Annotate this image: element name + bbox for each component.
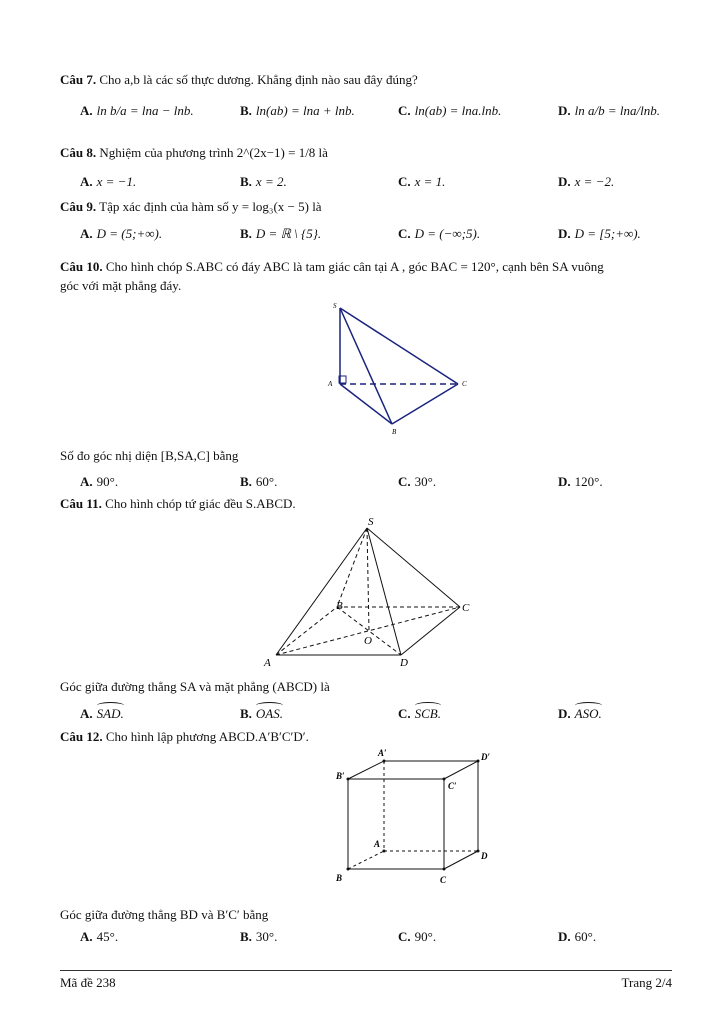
option-b: B. D = ℝ \ {5}. [240,226,322,241]
question-7 [60,70,675,89]
option-b: B. x = 2. [240,174,287,189]
option-d: D. ln a/b = lna/lnb. [558,103,660,118]
option-b: B. ln(ab) = lna + lnb. [240,103,355,118]
vertex-a-label: A [264,657,271,669]
question-label: Câu 7. [60,72,97,87]
vertex-b1-label: B′ [336,771,345,781]
vertex-a-label: A [374,839,381,849]
vertex-c-label: C [462,380,467,388]
option-d: D. x = −2. [558,174,615,189]
vertex-c-label: C [462,602,470,614]
question-12-ask [60,905,675,924]
question-text: Góc giữa đường thẳng SA và mặt phẳng (ABCD) là [60,679,330,694]
vertex-s-label: S [333,302,337,310]
question-9 [60,197,675,216]
vertex-d1-label: D′ [481,752,491,762]
vertex-s-label: S [368,516,374,528]
question-text: Cho hình lập phương ABCD.A′B′C′D′. [105,729,309,744]
option-a: A. SAD. [80,706,124,721]
question-text: Tập xác định của hàm số y = log₃(x − 5) là [99,199,322,214]
option-a: A. x = −1. [80,174,137,189]
vertex-d-label: D [481,851,488,861]
option-b: B. 30°. [240,929,278,944]
question-text: Cho a,b là các số thực dương. Khẳng định nào sau đây đúng? [99,72,418,87]
option-a: A. 90°. [80,474,119,489]
vertex-b-label: B [392,428,397,436]
question-12 [60,727,675,746]
option-b: B. 60°. [240,474,278,489]
option-c: C. x = 1. [398,174,446,189]
option-c: C. SCB. [398,706,442,721]
pyramid-sabc-figure [320,298,470,438]
question-text: Số đo góc nhị diện [B,SA,C] bằng [60,448,239,463]
question-9-options [80,226,680,246]
option-d: D. 120°. [558,474,603,489]
option-c: C. ln(ab) = lna.lnb. [398,103,502,118]
question-10-ask [60,446,675,465]
option-c: C. D = (−∞;5). [398,226,481,241]
question-label: Câu 8. [60,145,97,160]
page-number: Trang 2/4 [621,975,672,990]
vertex-c1-label: C′ [448,781,457,791]
question-label: Câu 9. [60,199,97,214]
question-label: Câu 11. [60,496,102,511]
vertex-b-label: B [336,873,343,883]
option-d: D. ASO. [558,706,602,721]
option-a: A. ln b/a = lna − lnb. [80,103,194,118]
question-11-ask [60,677,675,696]
pyramid-sabcd-figure [260,514,480,672]
option-d: D. D = [5;+∞). [558,226,641,241]
option-b: B. OAS. [240,706,284,721]
question-label: Câu 12. [60,729,103,744]
footer-divider [60,970,672,971]
option-a: A. D = (5;+∞). [80,226,163,241]
question-text-cont: góc với mặt phẳng đáy. [60,278,182,293]
option-c: C. 30°. [398,474,437,489]
vertex-a1-label: A′ [378,748,387,758]
question-10 [60,257,675,295]
question-text: Góc giữa đường thẳng BD và B′C′ bằng [60,907,269,922]
question-7-options [80,103,680,123]
center-o-label: O [364,635,372,647]
cube-figure [328,745,498,890]
vertex-b-label: B [336,600,343,612]
question-text: Cho hình chóp tứ giác đều S.ABCD. [105,496,296,511]
option-d: D. 60°. [558,929,597,944]
question-label: Câu 10. [60,259,103,274]
vertex-c-label: C [440,875,447,885]
question-8 [60,143,675,162]
vertex-a-label: A [328,380,333,388]
exam-code: Mã đề 238 [60,975,116,990]
question-12-options [80,929,680,949]
question-text: Cho hình chóp S.ABC có đáy ABC là tam giác cân tại A , góc BAC = 120°, cạnh bên SA vuông [105,259,604,274]
question-11 [60,494,675,513]
option-a: A. 45°. [80,929,119,944]
question-11-options [80,706,680,726]
question-text: Nghiệm của phương trình 2^(2x−1) = 1/8 là [99,145,328,160]
option-c: C. 90°. [398,929,437,944]
question-8-options [80,174,680,194]
question-10-options [80,474,680,494]
vertex-d-label: D [400,657,408,669]
